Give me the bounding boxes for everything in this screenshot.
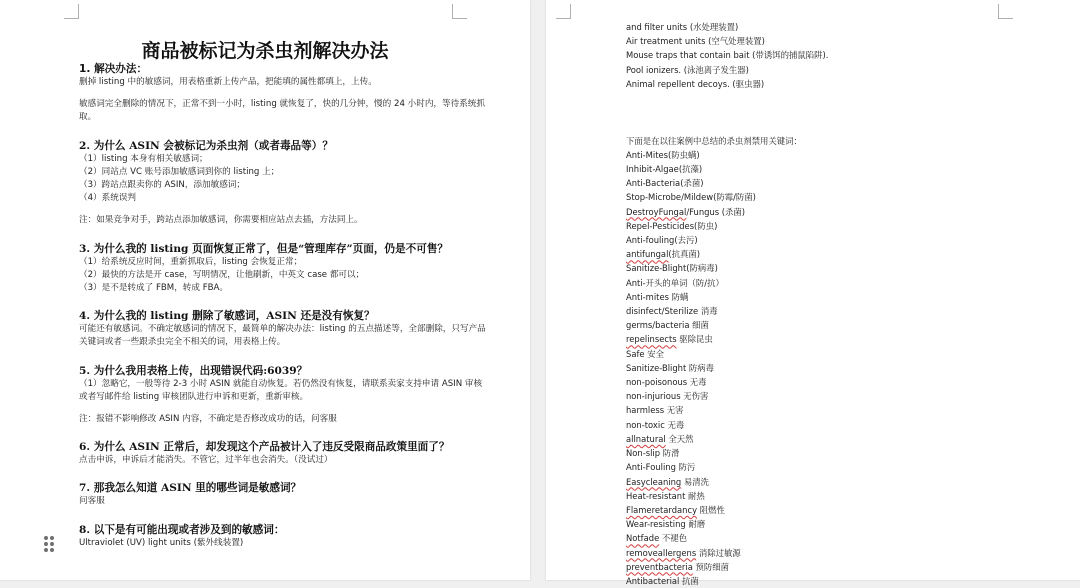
keyword-line: Anti-开头的单词（防/抗） — [626, 277, 724, 288]
spellcheck-underlined-word: removeallergens — [626, 547, 697, 558]
keyword-line: Non-slip 防滑 — [626, 448, 680, 459]
body-paragraph: 敏感词完全删除的情况下，正常不到一小时，listing 就恢复了，快的几分钟，慢的 24 小时内，等待系统抓取。 — [79, 99, 485, 123]
document-body-left[interactable] — [79, 62, 489, 550]
keyword-line: Easycleaning 易清洗 — [626, 476, 710, 487]
keyword-line: Animal repellent decoys. (驱虫器) — [626, 78, 765, 89]
spellcheck-underlined-word: antifungal — [626, 249, 669, 260]
spellcheck-underlined-word: repelinsects — [626, 334, 677, 345]
keyword-line: repelinsects 驱除昆虫 — [626, 334, 713, 345]
section-heading: 3. 为什么我的 listing 页面恢复正常了，但是“管理库存”页面，仍是不可售？ — [79, 242, 448, 255]
paragraph-spacer — [79, 509, 489, 523]
body-paragraph: （2）最快的方法是开 case，写明情况，让他刷新，中英文 case 都可以； — [79, 269, 365, 280]
keyword-line: Anti-fouling(去污) — [626, 235, 698, 246]
body-paragraph: （4）系统误判 — [79, 193, 137, 204]
keyword-line: harmless 无害 — [626, 405, 684, 416]
keyword-line: Anti-Bacteria(杀菌) — [626, 178, 704, 189]
blank-line — [626, 105, 906, 119]
paragraph-spacer — [79, 125, 489, 139]
body-paragraph: Ultraviolet (UV) light units (紫外线装置) — [79, 537, 244, 548]
page-margin-corner-mark — [452, 4, 467, 19]
keyword-line: Flameretardancy 阻燃性 — [626, 504, 725, 515]
keyword-line: Heat-resistant 耐热 — [626, 490, 705, 501]
keyword-line: Pool ionizers. (泳池离子发生器) — [626, 64, 749, 75]
spellcheck-underlined-word: allnatural — [626, 433, 666, 444]
keyword-line: Inhibit-Algae(抗藻) — [626, 164, 703, 175]
drag-handle-icon[interactable] — [44, 536, 54, 554]
blank-line — [626, 119, 906, 133]
body-paragraph: （1）给系统反应时间，重新抓取后，listing 会恢复正常； — [79, 256, 303, 267]
document-body-right[interactable] — [626, 20, 906, 588]
keyword-line: Safe 安全 — [626, 348, 664, 359]
body-paragraph: 注：如果竞争对手，跨站点添加敏感词，你需要相应站点去插，方法同上。 — [79, 215, 363, 226]
document-page-left — [0, 0, 530, 580]
page-margin-corner-mark — [998, 4, 1013, 19]
keyword-line: non-poisonous 无毒 — [626, 377, 707, 388]
keyword-line: Antibacterial 抗菌 — [626, 575, 699, 586]
body-paragraph: （1）listing 本身有相关敏感词； — [79, 153, 208, 164]
body-paragraph: （2）同站点 VC 账号添加敏感词到你的 listing 上； — [79, 166, 280, 177]
paragraph-spacer — [79, 89, 489, 98]
paragraph-spacer — [79, 228, 489, 242]
body-paragraph: （3）跨站点跟卖你的 ASIN，添加敏感词； — [79, 180, 245, 191]
page-margin-corner-mark — [556, 4, 571, 19]
blank-line — [626, 91, 906, 105]
keyword-line: disinfect/Sterilize 消毒 — [626, 306, 718, 317]
keyword-line: Notfade 不褪色 — [626, 533, 688, 544]
paragraph-spacer — [79, 426, 489, 440]
spellcheck-underlined-word: preventbacteria — [626, 561, 693, 572]
keyword-line: germs/bacteria 细菌 — [626, 320, 709, 331]
keyword-line: Sanitize-Blight 防病毒 — [626, 362, 715, 373]
body-paragraph: （1）忽略它，一般等待 2-3 小时 ASIN 就能自动恢复。若仍然没有恢复，请联系卖家支持申请 ASIN 审核或者写邮件给 listing 审核团队进行申诉和更新，重新审核。 — [79, 378, 483, 402]
section-heading: 6. 为什么 ASIN 正常后，却发现这个产品被计入了违反受限商品政策里面了？ — [79, 441, 450, 454]
keyword-line: Sanitize-Blight(防病毒) — [626, 263, 718, 274]
document-title[interactable]: 商品被标记为杀虫剂解决办法 — [141, 40, 389, 62]
spellcheck-underlined-word: Flameretardancy — [626, 504, 698, 515]
keyword-line: Repel-Pesticides(防虫) — [626, 220, 718, 231]
spellcheck-underlined-word: DestroyFungal — [626, 206, 687, 217]
body-paragraph: 删掉 listing 中的敏感词，用表格重新上传产品，把能填的属性都填上，上传。 — [79, 77, 377, 87]
keyword-line: preventbacteria 预防细菌 — [626, 561, 729, 572]
keyword-line: Air treatment units (空气处理装置) — [626, 36, 765, 47]
body-paragraph: （3）是不是转成了 FBM，转成 FBA。 — [79, 283, 229, 294]
keyword-line: Anti-Fouling 防污 — [626, 462, 696, 473]
body-paragraph: 可能还有敏感词。不确定敏感词的情况下，最简单的解决办法：listing 的五点描述等，全部删除，只写产品关键词或者一些跟杀虫完全不相关的词，用表格上传。 — [79, 324, 486, 348]
page-margin-corner-mark — [64, 4, 79, 19]
keyword-line: Wear-resisting 耐磨 — [626, 519, 706, 530]
section-heading: 7. 那我怎么知道 ASIN 里的哪些词是敏感词？ — [79, 482, 302, 495]
keyword-line: antifungal(抗真菌) — [626, 249, 701, 260]
paragraph-spacer — [79, 404, 489, 413]
keyword-line: and filter units (水处理装置) — [626, 22, 739, 32]
keyword-line: removeallergens 消除过敏源 — [626, 547, 741, 558]
keyword-line: non-injurious 无伤害 — [626, 391, 709, 402]
spellcheck-underlined-word: Easycleaning — [626, 476, 682, 487]
keyword-line: Anti-mites 防螨 — [626, 291, 689, 302]
keyword-line: non-toxic 无毒 — [626, 419, 685, 430]
section-heading: 1. 解决办法： — [79, 63, 148, 75]
paragraph-spacer — [79, 295, 489, 309]
keyword-line: DestroyFungal/Fungus (杀菌) — [626, 206, 746, 217]
paragraph-spacer — [79, 350, 489, 364]
section-heading: 2. 为什么 ASIN 会被标记为杀虫剂（或者毒品等）？ — [79, 139, 333, 152]
keyword-line: Anti-Mites(防虫螨) — [626, 149, 700, 160]
section-heading: 4. 为什么我的 listing 删除了敏感词，ASIN 还是没有恢复？ — [79, 310, 375, 323]
keyword-line: allnatural 全天然 — [626, 433, 694, 444]
body-paragraph: 问客服 — [79, 496, 105, 507]
spellcheck-underlined-word: Notfade — [626, 533, 660, 544]
section-heading: 5. 为什么我用表格上传，出现错误代码:6039？ — [79, 364, 308, 377]
keyword-line: Stop-Microbe/Mildew(防霉/防菌) — [626, 192, 756, 203]
keyword-line: Mouse traps that contain bait (带诱饵的捕鼠陷阱). — [626, 50, 829, 61]
keyword-line: 下面是在以往案例中总结的杀虫剂禁用关键词： — [626, 135, 802, 146]
section-heading: 8. 以下是有可能出现或者涉及到的敏感词： — [79, 523, 285, 536]
paragraph-spacer — [79, 205, 489, 214]
paragraph-spacer — [79, 467, 489, 481]
body-paragraph: 注：报错不影响修改 ASIN 内容，不确定是否修改成功的话，问客服 — [79, 414, 337, 425]
body-paragraph: 点击申诉，申诉后才能消失。不管它，过半年也会消失。（没试过） — [79, 455, 333, 466]
